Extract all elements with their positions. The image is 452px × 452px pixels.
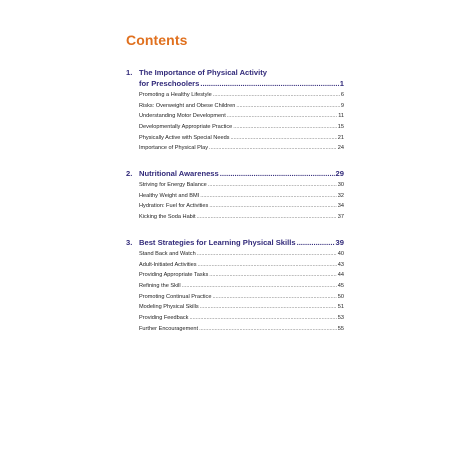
chapter-heading[interactable] [126,168,344,179]
dot-leader [197,212,337,223]
entry-title: Striving for Energy Balance [139,182,207,188]
entry-page-number: 37 [337,214,344,221]
chapter-title: Nutritional Awareness [139,169,219,178]
chapter-title-line2: for Preschoolers [139,79,200,88]
chapter-heading[interactable] [126,67,344,78]
entry-title: Modeling Physical Skills [139,304,199,311]
toc-entry[interactable] [139,122,344,133]
entry-page-number: 32 [337,192,344,199]
entry-title: Risks: Overweight and Obese Children [139,102,236,109]
toc-section-3 [126,237,344,335]
dot-leader [297,237,335,248]
dot-leader [209,270,337,281]
dot-leader [236,101,339,112]
dot-leader [233,122,336,133]
chapter-title: Best Strategies for Learning Physical Skills [139,238,296,247]
chapter-heading-continued[interactable] [126,78,344,89]
entry-page-number: 44 [337,272,344,279]
entry-title: Importance of Physical Play [139,145,209,152]
toc-entry[interactable] [139,101,344,112]
chapter-page-number: 29 [335,169,344,178]
toc-entry[interactable] [139,143,344,154]
chapter-number: 2. [126,169,133,178]
toc-entry[interactable] [139,292,344,303]
entry-page-number: 51 [337,304,344,311]
toc-entry[interactable] [139,302,344,313]
entry-page-number: 50 [337,293,344,300]
entry-page-number: 24 [337,145,344,152]
entry-title: Promoting a Healthy Lifestyle [139,92,212,98]
entry-title: Kicking the Soda Habit [139,214,196,221]
dot-leader [209,143,337,154]
entry-list [139,249,344,335]
toc-entry[interactable] [139,260,344,271]
entry-page-number: 30 [337,182,344,188]
dot-leader [220,168,335,179]
dot-leader [212,292,336,303]
entry-page-number: 45 [337,283,344,290]
entry-page-number: 53 [337,315,344,322]
dot-leader [197,249,337,260]
chapter-number: 1. [126,68,133,77]
toc-entry[interactable] [139,133,344,144]
entry-title: Adult-Initiated Activities [139,261,197,268]
entry-title: Providing Appropriate Tasks [139,272,209,279]
dot-leader [198,260,337,271]
entry-title: Developmentally Appropriate Practice [139,124,233,131]
entry-page-number: 43 [337,261,344,268]
dot-leader [199,324,337,335]
dot-leader [227,111,337,122]
dot-leader [200,302,337,313]
page-title: Contents [126,32,188,48]
toc-section-1 [126,67,344,154]
entry-title: Promoting Continual Practice [139,293,212,300]
dot-leader [200,78,338,89]
entry-title: Refining the Skill [139,283,181,290]
dot-leader [213,90,340,101]
entry-page-number: 15 [337,124,344,131]
toc-entry[interactable] [139,324,344,335]
entry-page-number: 9 [340,102,344,109]
entry-title: Stand Back and Watch [139,251,196,257]
toc-entry[interactable] [139,111,344,122]
toc-entry[interactable] [139,281,344,292]
entry-page-number: 34 [337,203,344,210]
entry-title: Further Encouragement [139,325,199,332]
toc-section-2 [126,168,344,223]
entry-page-number: 55 [337,325,344,332]
dot-leader [208,180,337,191]
dot-leader [230,133,336,144]
toc-entry[interactable] [139,201,344,212]
toc-entry[interactable] [139,180,344,191]
toc-entry[interactable] [139,313,344,324]
entry-list [139,90,344,154]
chapter-heading[interactable] [126,237,344,248]
entry-title: Physically Active with Special Needs [139,134,230,141]
chapter-number: 3. [126,238,133,247]
entry-title: Healthy Weight and BMI [139,192,200,199]
toc-entry[interactable] [139,212,344,223]
entry-title: Hydration: Fuel for Activities [139,203,209,210]
dot-leader [189,313,336,324]
dot-leader [200,191,337,202]
entry-page-number: 6 [340,92,344,98]
entry-page-number: 11 [338,113,344,120]
entry-title: Understanding Motor Development [139,113,226,120]
entry-list [139,180,344,223]
entry-title: Providing Feedback [139,315,189,322]
toc-entry[interactable] [139,270,344,281]
chapter-title: The Importance of Physical Activity [139,68,268,77]
dot-leader [209,201,336,212]
toc-entry[interactable] [139,90,344,101]
dot-leader [182,281,337,292]
entry-page-number: 40 [337,251,344,257]
chapter-page-number: 1 [339,79,344,88]
toc-entry[interactable] [139,191,344,202]
entry-page-number: 21 [337,134,344,141]
chapter-page-number: 39 [335,238,344,247]
toc-entry[interactable] [139,249,344,260]
